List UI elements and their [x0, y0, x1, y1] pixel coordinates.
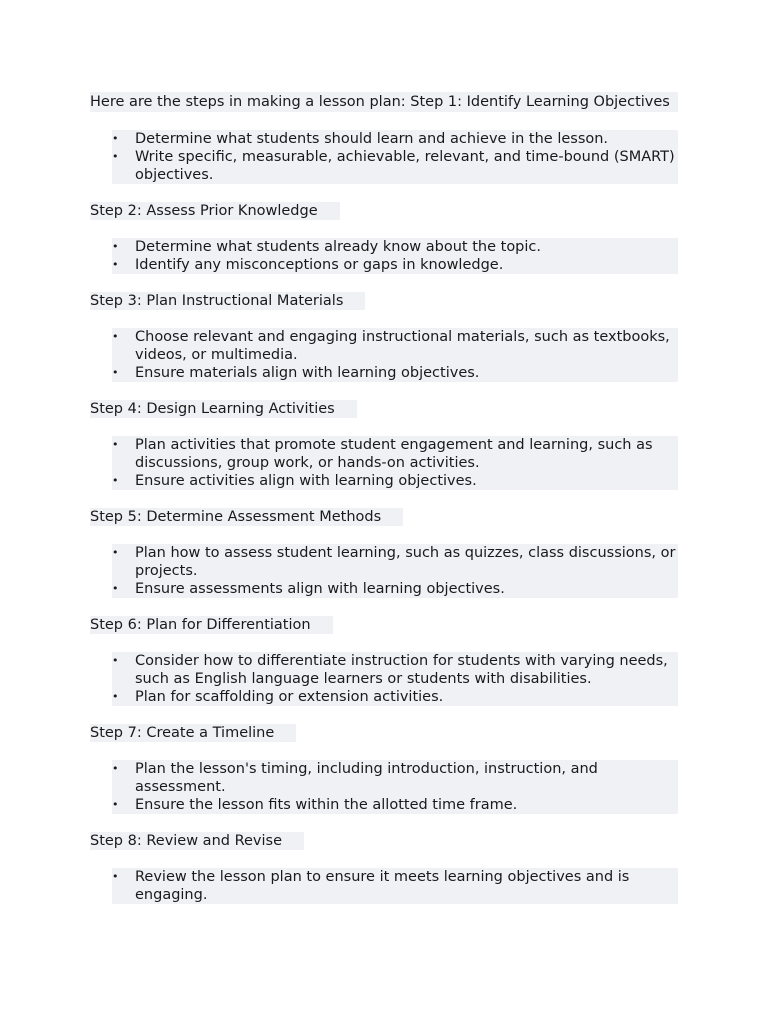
list-item-text: Plan for scaffolding or extension activities. — [135, 689, 444, 705]
list-item — [112, 328, 678, 364]
step-heading-text: Step 6: Plan for Differentiation — [90, 616, 333, 634]
step-heading — [90, 400, 678, 418]
step-heading-text: Step 2: Assess Prior Knowledge — [90, 202, 340, 220]
bullet-icon: • — [112, 690, 119, 703]
list-item-text: Plan activities that promote student engagement and learning, such as discussions, group work, or hands-on activities. — [135, 437, 653, 471]
bullet-icon: • — [112, 870, 119, 883]
spacer — [90, 850, 678, 868]
spacer — [90, 634, 678, 652]
bullet-icon: • — [112, 258, 119, 271]
list-item-text: Choose relevant and engaging instructional materials, such as textbooks, videos, or multimedia. — [135, 329, 670, 363]
list-item — [112, 796, 678, 814]
list-item-text: Ensure activities align with learning objectives. — [135, 473, 477, 489]
spacer — [90, 418, 678, 436]
list-item — [112, 688, 678, 706]
step-5-bullets — [112, 544, 678, 598]
bullet-icon: • — [112, 330, 119, 343]
spacer — [90, 706, 678, 724]
list-item-text: Plan how to assess student learning, such as quizzes, class discussions, or projects. — [135, 545, 676, 579]
list-item-text: Write specific, measurable, achievable, relevant, and time-bound (SMART) objectives. — [135, 149, 675, 183]
list-item — [112, 256, 678, 274]
bullet-icon: • — [112, 798, 119, 811]
bullet-icon: • — [112, 474, 119, 487]
spacer — [90, 112, 678, 130]
spacer — [90, 184, 678, 202]
spacer — [90, 490, 678, 508]
step-3-bullets — [112, 328, 678, 382]
step-6-bullets — [112, 652, 678, 706]
step-heading — [90, 508, 678, 526]
step-heading-text: Step 4: Design Learning Activities — [90, 400, 357, 418]
bullet-icon: • — [112, 150, 119, 163]
step-8-bullets — [112, 868, 678, 904]
list-item — [112, 238, 678, 256]
spacer — [90, 274, 678, 292]
list-item-text: Determine what students should learn and achieve in the lesson. — [135, 131, 609, 147]
list-item — [112, 868, 678, 904]
list-item — [112, 148, 678, 184]
list-item-text: Determine what students already know about the topic. — [135, 239, 541, 255]
spacer — [90, 310, 678, 328]
step-heading — [90, 616, 678, 634]
list-item-text: Identify any misconceptions or gaps in knowledge. — [135, 257, 504, 273]
list-item — [112, 652, 678, 688]
step-heading-text: Step 8: Review and Revise — [90, 832, 304, 850]
spacer — [90, 220, 678, 238]
step-heading — [90, 724, 678, 742]
list-item-text: Ensure assessments align with learning objectives. — [135, 581, 505, 597]
step-heading — [90, 832, 678, 850]
list-item-text: Ensure the lesson fits within the allotted time frame. — [135, 797, 518, 813]
step-4-bullets — [112, 436, 678, 490]
step-7-bullets — [112, 760, 678, 814]
bullet-icon: • — [112, 132, 119, 145]
step-heading — [90, 292, 678, 310]
bullet-icon: • — [112, 546, 119, 559]
spacer — [90, 814, 678, 832]
list-item — [112, 436, 678, 472]
spacer — [90, 526, 678, 544]
step-heading-text: Step 3: Plan Instructional Materials — [90, 292, 365, 310]
list-item — [112, 364, 678, 382]
step-2-bullets — [112, 238, 678, 274]
list-item-text: Plan the lesson's timing, including introduction, instruction, and assessment. — [135, 761, 598, 795]
step-heading-text: Step 5: Determine Assessment Methods — [90, 508, 403, 526]
step-1-bullets — [112, 130, 678, 184]
list-item — [112, 544, 678, 580]
list-item-text: Ensure materials align with learning objectives. — [135, 365, 480, 381]
bullet-icon: • — [112, 582, 119, 595]
bullet-icon: • — [112, 654, 119, 667]
list-item-text: Review the lesson plan to ensure it meets learning objectives and is engaging. — [135, 869, 630, 903]
list-item — [112, 130, 678, 148]
spacer — [90, 382, 678, 400]
spacer — [90, 598, 678, 616]
spacer — [90, 742, 678, 760]
list-item — [112, 580, 678, 598]
bullet-icon: • — [112, 240, 119, 253]
list-item — [112, 760, 678, 796]
bullet-icon: • — [112, 366, 119, 379]
bullet-icon: • — [112, 762, 119, 775]
step-heading — [90, 202, 678, 220]
document-body — [90, 92, 678, 904]
intro-paragraph: Here are the steps in making a lesson plan: Step 1: Identify Learning Objectives — [90, 92, 678, 112]
list-item-text: Consider how to differentiate instruction for students with varying needs, such as English language learners or students with disabilities. — [135, 653, 668, 687]
list-item — [112, 472, 678, 490]
bullet-icon: • — [112, 438, 119, 451]
step-heading-text: Step 7: Create a Timeline — [90, 724, 296, 742]
